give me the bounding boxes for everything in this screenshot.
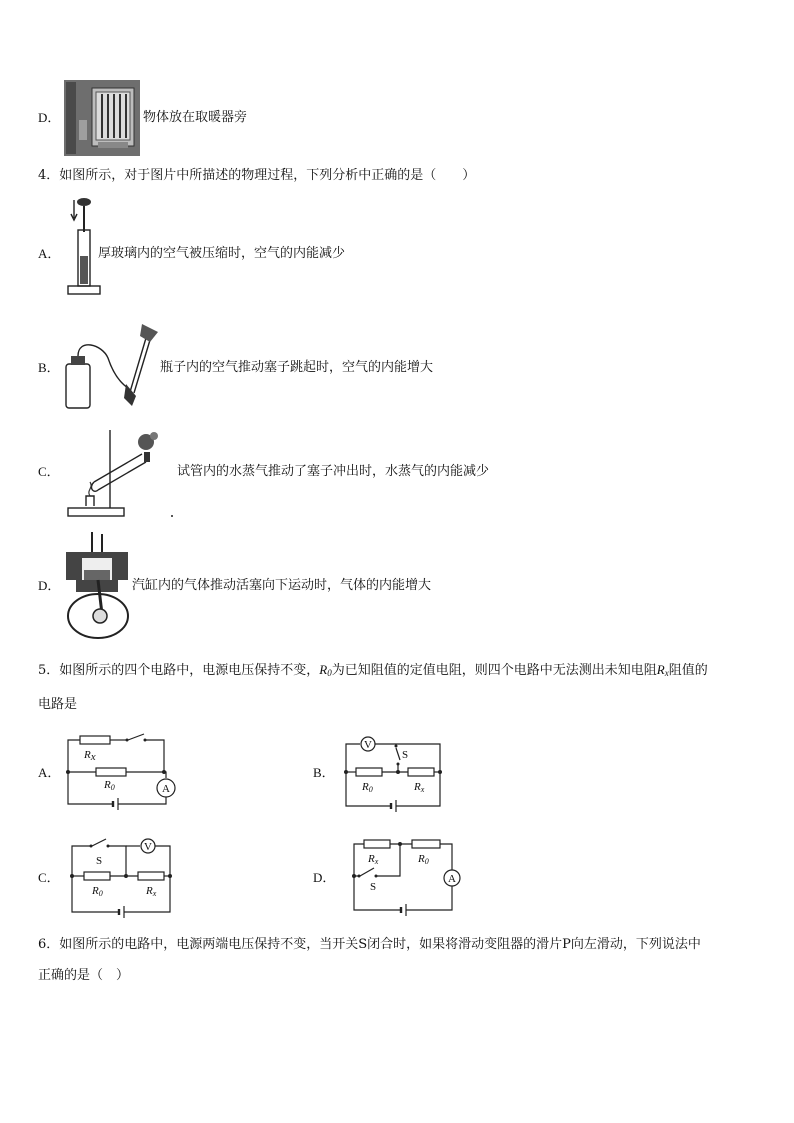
resistor-rx [408, 768, 434, 776]
circuit-b [340, 730, 450, 820]
q4-stem: 4．如图所示，对于图片中所描述的物理过程，下列分析中正确的是（ ） [38, 168, 476, 183]
q4-option-c-text: 试管内的水蒸气推动了塞子冲出时，水蒸气的内能减少 [177, 464, 490, 479]
q4-option-c-letter: C． [38, 464, 60, 479]
circuit-c [64, 836, 184, 922]
q4-option-d-text: 汽缸内的气体推动活塞向下运动时，气体的内能增大 [132, 578, 432, 593]
q5-option-c-letter: C． [38, 870, 60, 885]
q4-option-b-text: 瓶子内的空气推动塞子跳起时，空气的内能增大 [160, 360, 434, 375]
switch-s [396, 748, 400, 760]
resistor-r0 [412, 840, 440, 848]
label-r0: R0 [418, 853, 429, 866]
label-switch: S [96, 855, 103, 867]
label-voltmeter: V [144, 841, 152, 853]
q5-option-b-letter: B． [313, 765, 335, 780]
switch-s [360, 868, 374, 876]
label-rx: Rx [414, 781, 425, 794]
q5-stem-part-3: 阻值的 [668, 663, 708, 678]
label-rx: Rx [146, 885, 157, 898]
label-voltmeter: V [364, 739, 372, 751]
q5-stem-line1 [38, 662, 708, 681]
q5-stem-part-1: 5．如图所示的四个电路中，电源电压保持不变， [38, 663, 320, 678]
q5-stem-line2: 电路是 [38, 697, 78, 712]
q5-stem-part-2: 为已知阻值的定值电阻，则四个电路中无法测出未知电阻 [331, 663, 657, 678]
q5-stem-rx-letter: R [656, 662, 665, 677]
heater-photo [64, 80, 140, 156]
label-ammeter: A [162, 783, 170, 795]
resistor-rx [80, 736, 110, 744]
circuit-d [346, 834, 464, 920]
label-rx: Rx [84, 749, 96, 763]
label-r0: R0 [362, 781, 373, 794]
resistor-r0 [84, 872, 110, 880]
q5-option-a-letter: A． [38, 765, 61, 780]
q4-option-a-letter: A． [38, 246, 61, 261]
label-rx: Rx [368, 853, 379, 866]
heater-illustration [64, 80, 140, 156]
q5-stem-r0-sub: 0 [327, 668, 332, 678]
circuit-a [60, 730, 190, 820]
label-ammeter: A [448, 873, 456, 885]
switch [128, 734, 144, 740]
label-r0: R0 [92, 885, 103, 898]
label-switch: S [370, 881, 377, 893]
q4-option-b-letter: B． [38, 360, 60, 375]
q5-stem-rx [657, 662, 669, 677]
label-r0: R0 [104, 779, 115, 792]
q5-stem-r0 [319, 662, 331, 677]
q3-option-d-text: 物体放在取暖器旁 [143, 110, 248, 125]
q5-stem-r0-letter: R [319, 662, 328, 677]
q5-stem-rx-sub: x [664, 668, 669, 678]
resistor-rx [138, 872, 164, 880]
pump-bottle-apparatus [62, 318, 162, 416]
q4-option-a-text: 厚玻璃内的空气被压缩时，空气的内能减少 [98, 246, 346, 261]
resistor-r0 [356, 768, 382, 776]
q3-option-d-letter: D． [38, 110, 61, 125]
q5-option-d-letter: D． [313, 870, 336, 885]
air-compression-apparatus [60, 196, 100, 306]
q4-option-d-letter: D． [38, 578, 61, 593]
test-tube-steam-apparatus [64, 422, 174, 522]
resistor-r0 [96, 768, 126, 776]
label-switch: S [402, 749, 409, 761]
q6-stem-line2: 正确的是（ ） [38, 968, 130, 983]
engine-cylinder-diagram [62, 528, 132, 642]
q6-stem-line1: 6．如图所示的电路中，电源两端电压保持不变，当开关S闭合时，如果将滑动变阻器的滑片P向左滑动，下列说法中 [38, 937, 701, 952]
resistor-rx [364, 840, 390, 848]
switch-s [92, 839, 106, 846]
